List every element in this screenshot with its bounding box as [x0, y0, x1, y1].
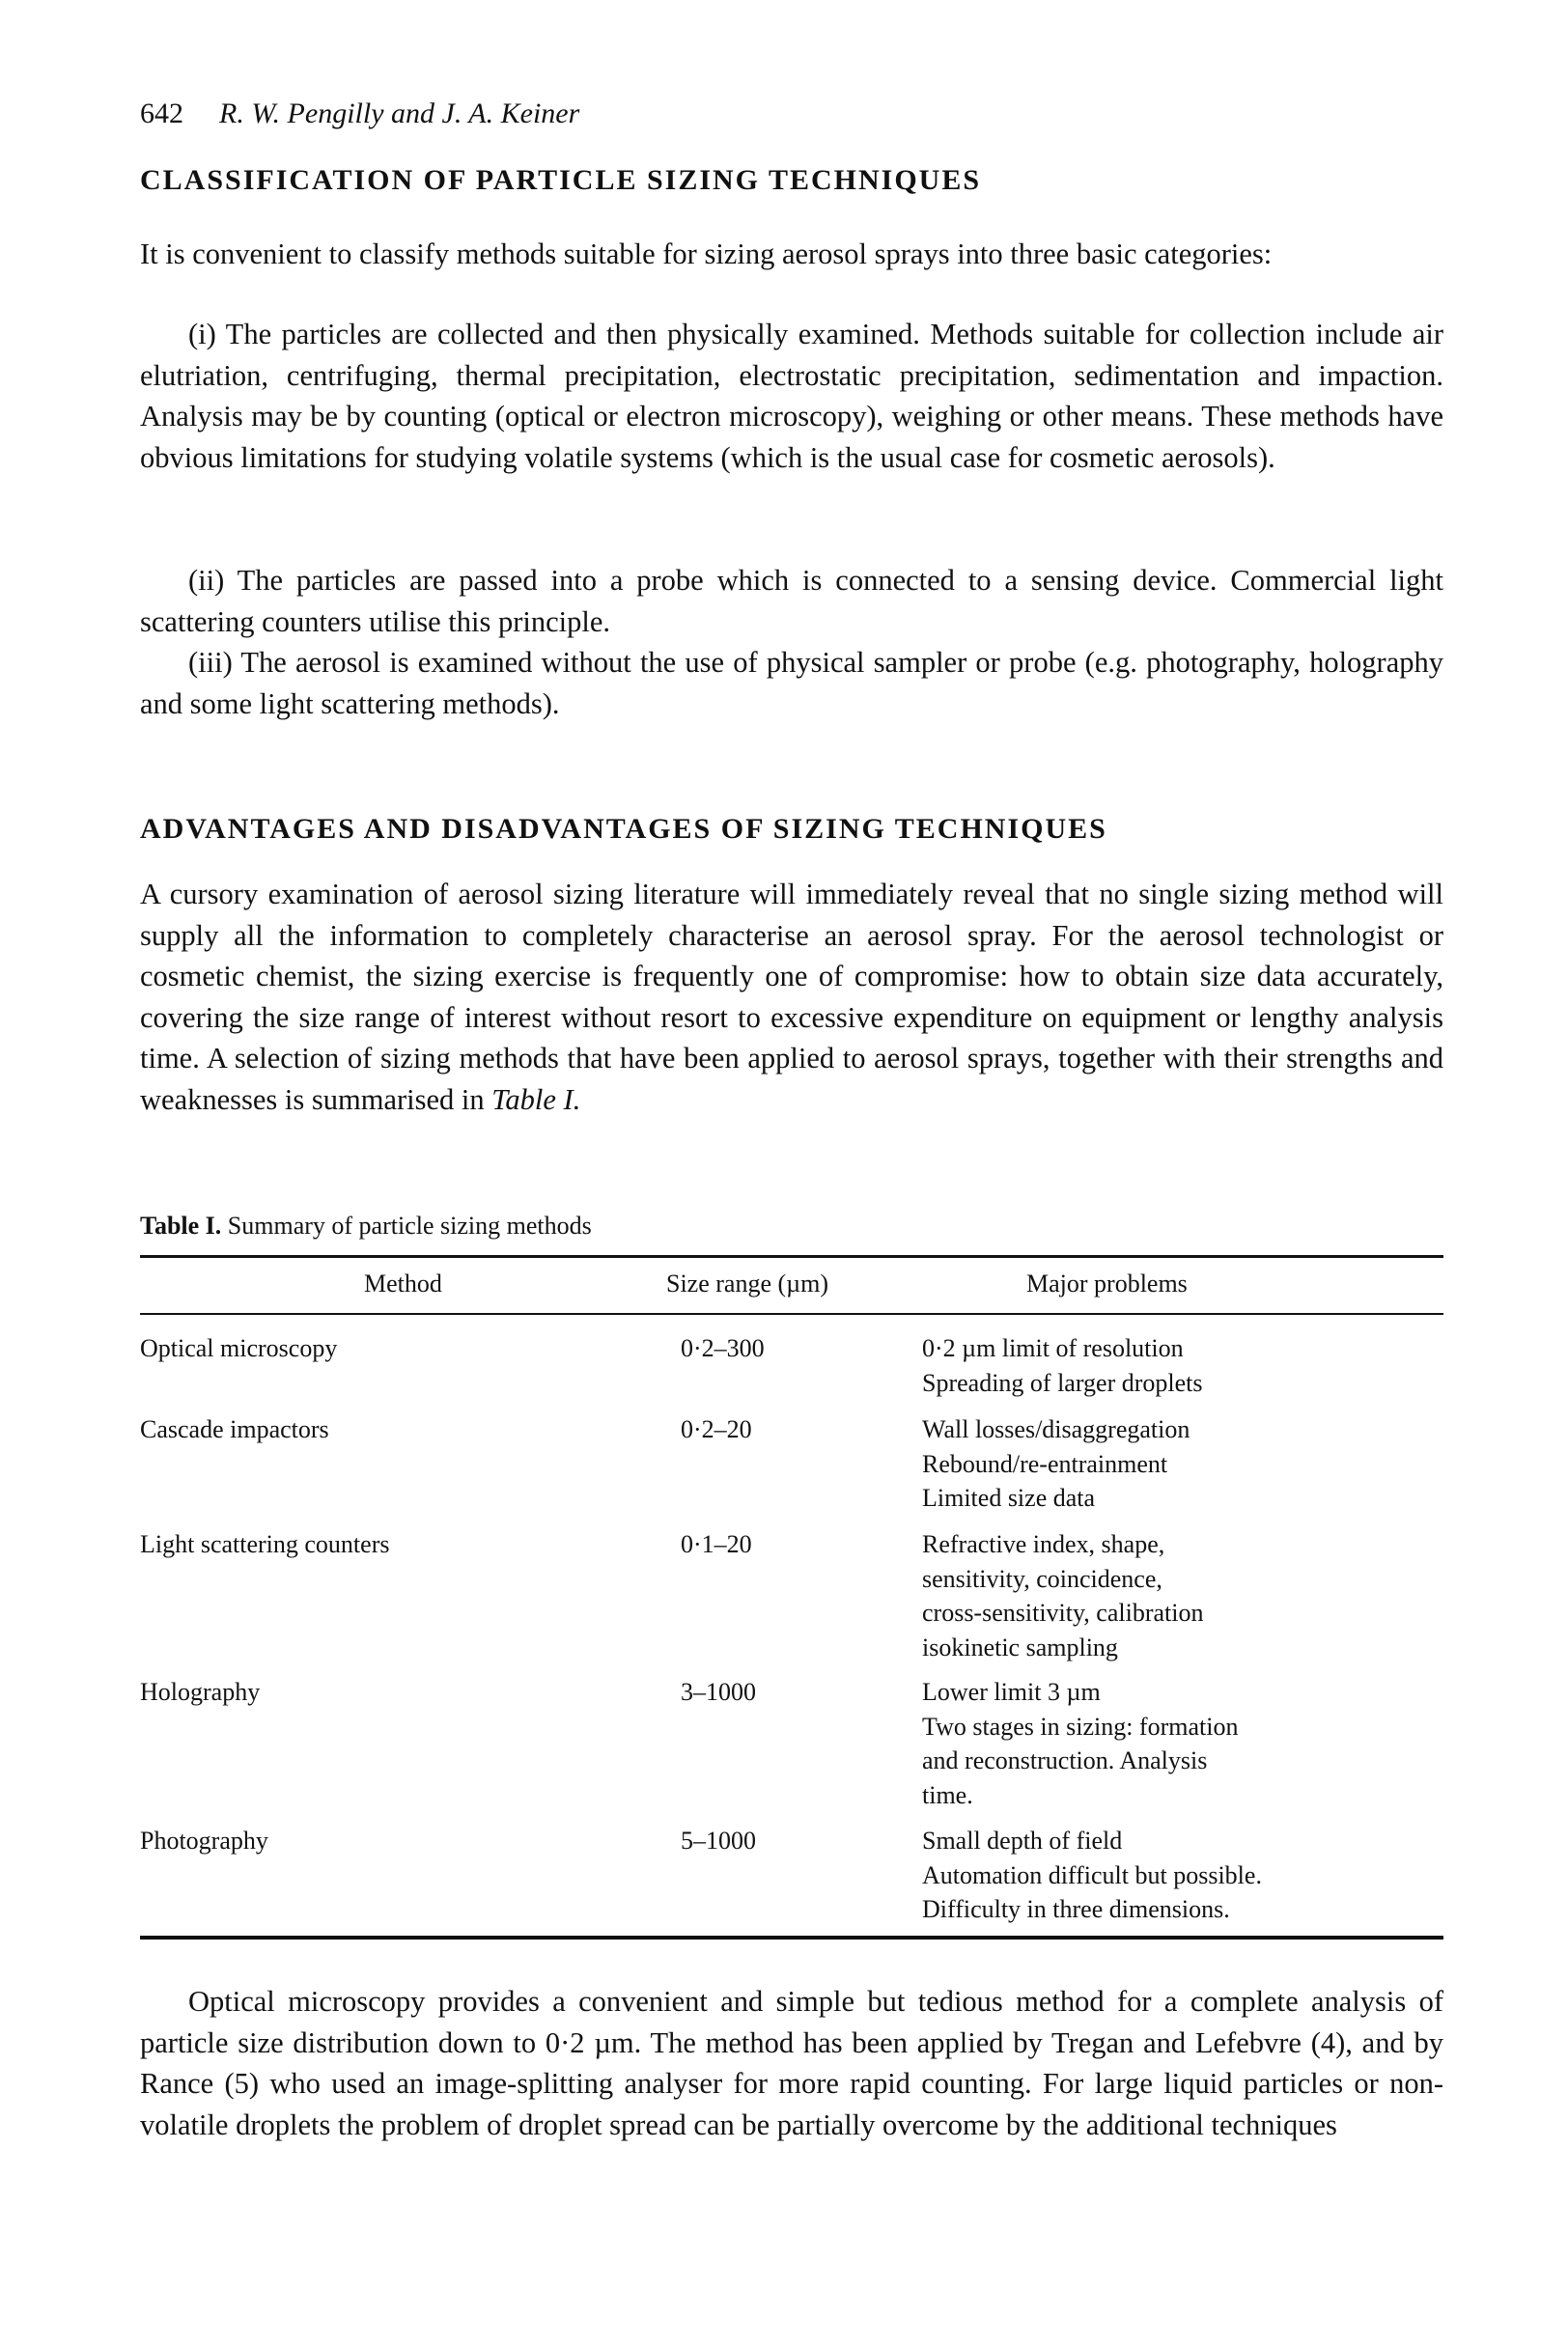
- problem-line: Limited size data: [922, 1484, 1096, 1512]
- cell-method: Optical microscopy: [140, 1334, 338, 1362]
- problem-line: and reconstruction. Analysis: [922, 1746, 1208, 1774]
- intro-paragraph: It is convenient to classify methods suitable for sizing aerosol sprays into three basic categories:: [140, 237, 1273, 270]
- table-caption-label: Table I.: [140, 1212, 222, 1240]
- advantages-paragraph: [140, 874, 1443, 1120]
- section-heading-advantages: ADVANTAGES AND DISADVANTAGES OF SIZING TECHNIQUES: [140, 813, 1107, 845]
- problem-line: Spreading of larger droplets: [922, 1368, 1203, 1397]
- cell-problems: [922, 1331, 1203, 1400]
- cell-method: Holography: [140, 1678, 261, 1706]
- category-item-iii: (iii) The aerosol is examined without the use of physical sampler or probe (e.g. photography, holography and some light scattering methods).: [140, 646, 1443, 720]
- advantages-text: A cursory examination of aerosol sizing literature will immediately reveal that no single sizing method will supply all the information to completely characterise an aerosol spray. For the aerosol technologist or cosmetic chemist, the sizing exercise is frequently one of compromise: how to obtain size data accurately, covering the size range of interest without resort to excessive expenditure on equipment or lengthy analysis time. A selection of sizing methods that have been applied to aerosol sprays, together with their strengths and weaknesses is summarised in: [140, 878, 1443, 1116]
- cell-problems: [922, 1824, 1262, 1927]
- problem-line: Lower limit 3 µm: [922, 1678, 1101, 1706]
- problem-line: isokinetic sampling: [922, 1633, 1118, 1661]
- cell-size-range: 0·1–20: [681, 1530, 752, 1558]
- optical-microscopy-paragraph: Optical microscopy provides a convenient and simple but tedious method for a complete analysis of particle size distribution down to 0·2 µm. The method has been applied by Tregan and Lefebvre (4), and by Rance (5) who used an image-splitting analyser for more rapid counting. For large liquid particles or non-volatile droplets the problem of droplet spread can be partially overcome by the additional techniques: [140, 1985, 1443, 2141]
- problem-line: 0·2 µm limit of resolution: [922, 1334, 1184, 1362]
- column-header-major-problems: Major problems: [1026, 1270, 1188, 1298]
- cell-problems: [922, 1412, 1190, 1516]
- problem-line: Rebound/re-entrainment: [922, 1449, 1168, 1478]
- problem-line: cross-sensitivity, calibration: [922, 1599, 1204, 1627]
- table-header-rule: [140, 1313, 1443, 1315]
- cell-problems: [922, 1527, 1203, 1664]
- page-number: 642: [140, 98, 183, 129]
- problem-line: Two stages in sizing: formation: [922, 1712, 1239, 1741]
- cell-method: Light scattering counters: [140, 1530, 390, 1558]
- cell-size-range: 3–1000: [681, 1678, 756, 1706]
- problem-line: Wall losses/disaggregation: [922, 1415, 1190, 1443]
- cell-method: Photography: [140, 1827, 268, 1855]
- table-top-rule: [140, 1255, 1443, 1258]
- column-header-method: Method: [364, 1270, 442, 1298]
- cell-size-range: 0·2–20: [681, 1415, 752, 1443]
- category-item-ii: (ii) The particles are passed into a probe which is connected to a sensing device. Commercial light scattering counters utilise this principle.: [140, 564, 1443, 638]
- authors: R. W. Pengilly and J. A. Keiner: [219, 98, 580, 129]
- problem-line: Small depth of field: [922, 1827, 1123, 1855]
- table-caption: [140, 1210, 592, 1242]
- section-heading-classification: CLASSIFICATION OF PARTICLE SIZING TECHNIQUES: [140, 164, 982, 196]
- problem-line: Automation difficult but possible.: [922, 1860, 1262, 1889]
- problem-line: sensitivity, coincidence,: [922, 1564, 1162, 1593]
- problem-line: Difficulty in three dimensions.: [922, 1895, 1230, 1923]
- table-caption-text: Summary of particle sizing methods: [221, 1212, 592, 1240]
- running-head: [140, 95, 579, 133]
- cell-size-range: 5–1000: [681, 1827, 756, 1855]
- cell-size-range: 0·2–300: [681, 1334, 765, 1362]
- cell-method: Cascade impactors: [140, 1415, 329, 1443]
- table-reference: Table I.: [491, 1082, 581, 1116]
- cell-problems: [922, 1675, 1238, 1812]
- category-item-i: (i) The particles are collected and then physically examined. Methods suitable for collection include air elutriation, centrifuging, thermal precipitation, electrostatic precipitation, sedimentation and impaction. Analysis may be by counting (optical or electron microscopy), weighing or other means. These methods have obvious limitations for studying volatile systems (which is the usual case for cosmetic aerosols).: [140, 318, 1443, 474]
- column-header-size-range: Size range (µm): [666, 1270, 829, 1298]
- problem-line: Refractive index, shape,: [922, 1530, 1165, 1558]
- table-bottom-rule: [140, 1936, 1443, 1940]
- problem-line: time.: [922, 1780, 973, 1809]
